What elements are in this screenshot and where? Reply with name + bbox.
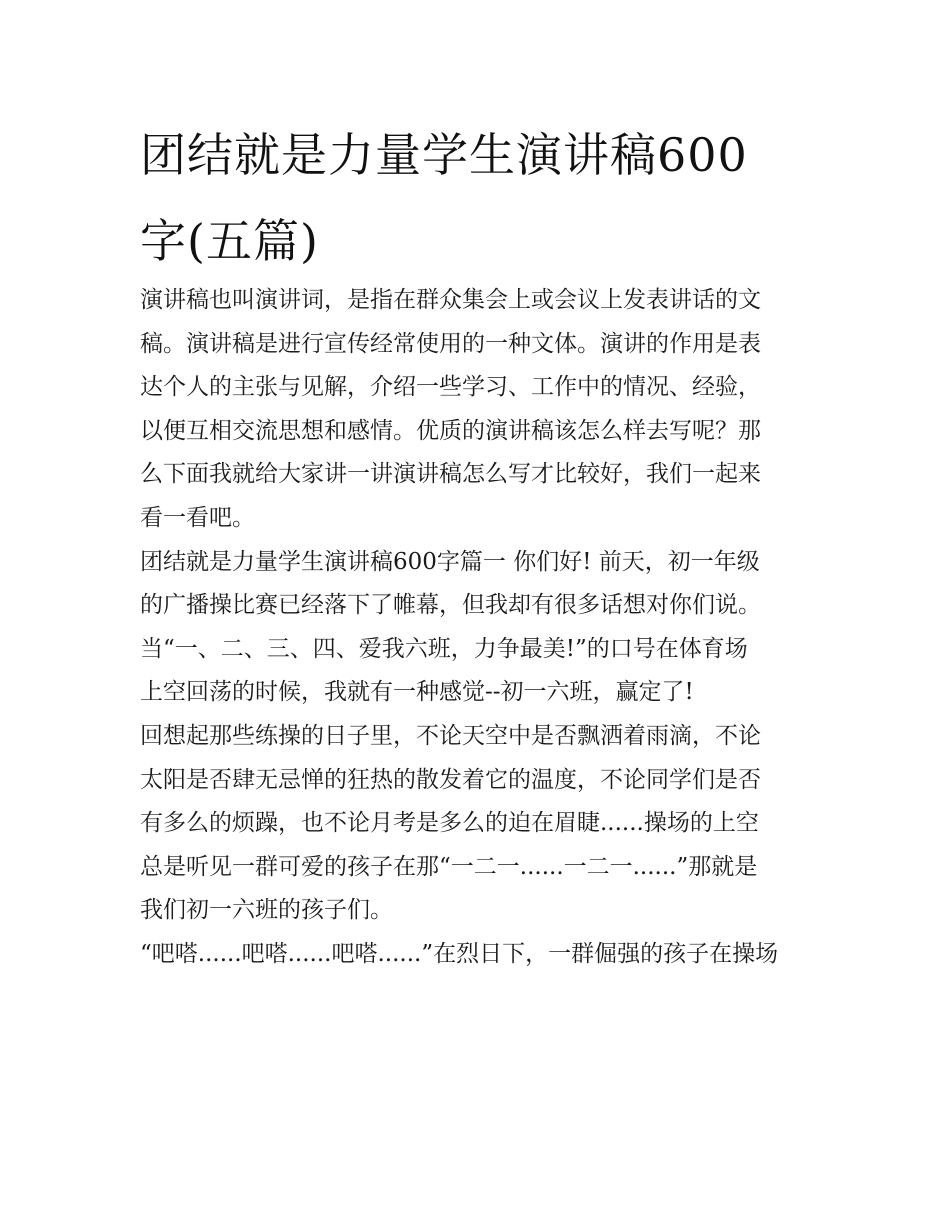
body-line: 当“一、二、三、四、爱我六班，力争最美!”的口号在体育场 <box>140 635 748 662</box>
body-line: 回想起那些练操的日子里，不论天空中是否飘洒着雨滴，不论 <box>140 722 761 749</box>
body-line: 以便互相交流思想和感情。优质的演讲稿该怎么样去写呢？那 <box>140 417 761 444</box>
title-line-1: 团结就是力量学生演讲稿600 <box>140 128 748 182</box>
body-line: 么下面我就给大家讲一讲演讲稿怎么写才比较好，我们一起来 <box>140 461 761 488</box>
body-line: 的广播操比赛已经落下了帷幕，但我却有很多话想对你们说。 <box>140 592 761 619</box>
body-line: 演讲稿也叫演讲词，是指在群众集会上或会议上发表讲话的文 <box>140 287 761 313</box>
body-line: “吧嗒......吧嗒......吧嗒......”在烈日下，一群倔强的孩子在操场 <box>140 940 779 967</box>
body-line: 团结就是力量学生演讲稿600字篇一 你们好! 前天，初一年级 <box>140 548 760 575</box>
title-line-2: 字(五篇) <box>140 214 319 268</box>
body-line: 我们初一六班的孩子们。 <box>140 897 393 924</box>
body-line: 有多么的烦躁，也不论月考是多么的迫在眉睫......操场的上空 <box>140 810 759 837</box>
document-body <box>140 279 812 977</box>
body-line: 太阳是否肆无忌惮的狂热的散发着它的温度，不论同学们是否 <box>140 766 761 793</box>
body-line: 稿。演讲稿是进行宣传经常使用的一种文体。演讲的作用是表 <box>140 330 761 357</box>
body-line: 上空回荡的时候，我就有一种感觉--初一六班，赢定了! <box>140 679 694 706</box>
document-title <box>140 112 820 284</box>
body-line: 达个人的主张与见解，介绍一些学习、工作中的情况、经验， <box>140 374 761 401</box>
body-line: 总是听见一群可爱的孩子在那“一二一......一二一......”那就是 <box>140 853 758 880</box>
body-line: 看一看吧。 <box>140 504 255 531</box>
